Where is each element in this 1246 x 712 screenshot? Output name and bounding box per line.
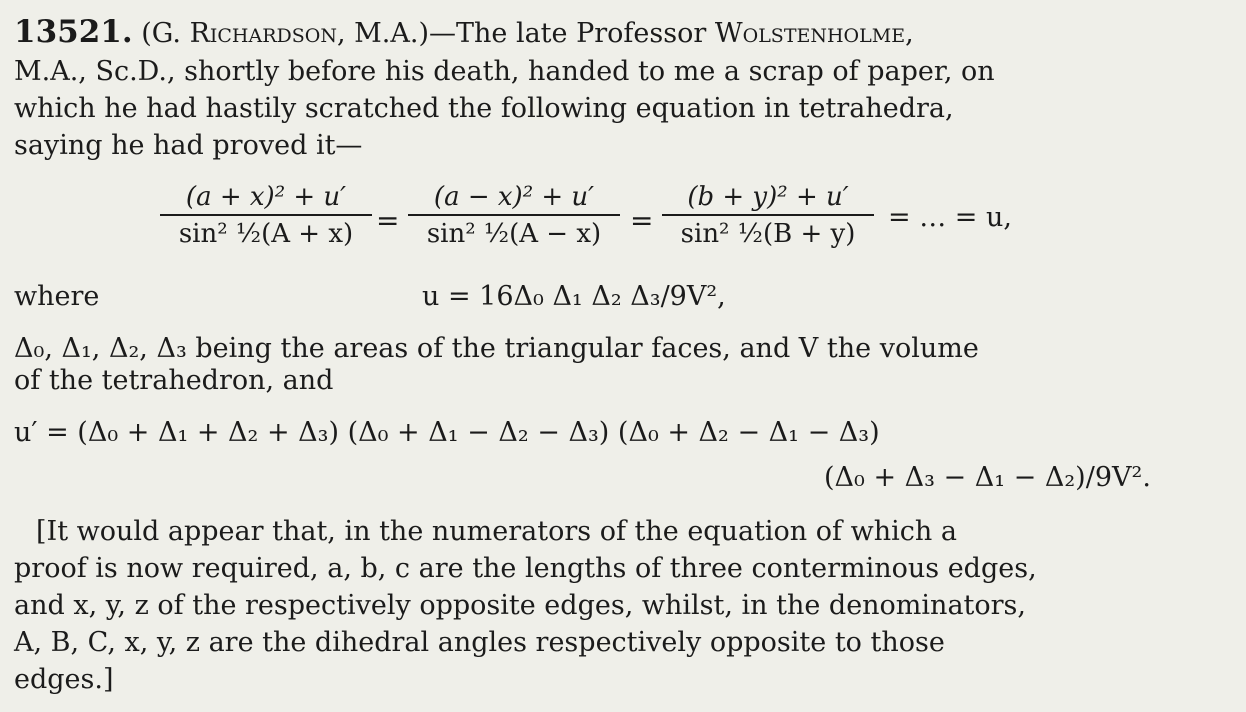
note-line-2: proof is now required, a, b, c are the lengths of three conterminous edges, — [14, 553, 1037, 584]
text-line-2: M.A., Sc.D., shortly before his death, handed to me a scrap of paper, on — [14, 56, 995, 87]
u-prime-continuation: (Δ₀ + Δ₃ − Δ₁ − Δ₂)/9V². — [824, 462, 1151, 493]
note-line-5: edges.] — [14, 664, 114, 695]
fraction-1 — [160, 180, 372, 252]
equals-1: = — [376, 204, 400, 237]
note-line-1: [It would appear that, in the numerators of the equation of which a — [36, 516, 957, 547]
author-close: , M.A.)—The late Professor — [336, 18, 715, 49]
numerator-1: (a + x)² + u′ — [160, 180, 372, 216]
numerator-3: (b + y)² + u′ — [662, 180, 874, 216]
areas-line: Δ₀, Δ₁, Δ₂, Δ₃ being the areas of the triangular faces, and V the volume — [14, 333, 979, 364]
note-line-4: A, B, C, x, y, z are the dihedral angles respectively opposite to those — [14, 627, 945, 658]
denominator-1: sin² ½(A + x) — [178, 219, 354, 249]
line1-end: , — [905, 18, 914, 49]
fraction-3 — [662, 180, 874, 252]
numerator-2: (a − x)² + u′ — [408, 180, 620, 216]
note-line-3: and x, y, z of the respectively opposite edges, whilst, in the denominators, — [14, 590, 1026, 621]
u-prime-definition: u′ = (Δ₀ + Δ₁ + Δ₂ + Δ₃) (Δ₀ + Δ₁ − Δ₂ − Δ₃) (Δ₀ + Δ₂ − Δ₁ − Δ₃) — [14, 417, 880, 448]
problem-number: 13521. — [14, 14, 133, 50]
professor-name: Wolstenholme — [714, 18, 906, 49]
main-equation — [0, 180, 1246, 270]
text-line-3: which he had hastily scratched the following equation in tetrahedra, — [14, 93, 954, 124]
equation-tail: = … = u, — [888, 202, 1012, 233]
author-open: (G. — [141, 18, 190, 49]
denominator-3: sin² ½(B + y) — [680, 219, 856, 249]
denominator-2: sin² ½(A − x) — [426, 219, 602, 249]
problem-heading-line — [14, 16, 914, 50]
author-name: Richardson — [189, 18, 337, 49]
areas-line-2: of the tetrahedron, and — [14, 365, 334, 396]
where-label: where — [14, 281, 100, 312]
fraction-2 — [408, 180, 620, 252]
text-line-4: saying he had proved it— — [14, 130, 363, 161]
u-definition: u = 16Δ₀ Δ₁ Δ₂ Δ₃/9V², — [422, 281, 726, 312]
equals-2: = — [630, 204, 654, 237]
